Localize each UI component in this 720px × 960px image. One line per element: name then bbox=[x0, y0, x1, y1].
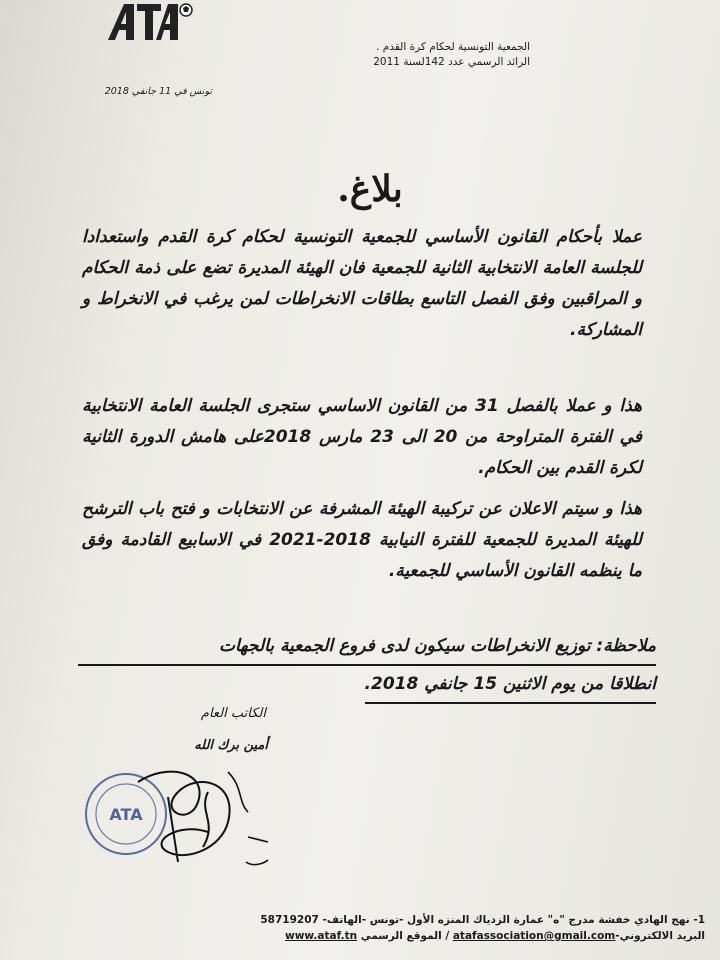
email-label: البريد الالكتروني bbox=[619, 930, 705, 942]
note-line-1: ملاحظة: توزيع الانخراطات سيكون لدى فروع الجمعية بالجهات bbox=[78, 628, 656, 666]
official-stamp bbox=[78, 752, 278, 892]
footer-contacts: البريد الالكتروني-atafassociation@gmail.com / الموقع الرسمي www.ataf.tn bbox=[285, 930, 705, 942]
handwritten-signature bbox=[138, 772, 230, 862]
footer-website-link[interactable]: www.ataf.tn bbox=[285, 930, 358, 942]
stamp-logo-text: ATA bbox=[109, 805, 143, 824]
note-block bbox=[78, 628, 656, 704]
org-name: الجمعية التونسية لحكام كرة القدم . bbox=[376, 41, 530, 53]
footer-email-link[interactable]: atafassociation@gmail.com bbox=[452, 930, 616, 942]
document-title: بلاغ. bbox=[337, 168, 403, 210]
org-registration: الرائد الرسمي عدد 142لسنة 2011 bbox=[373, 56, 530, 68]
organization-header bbox=[270, 40, 530, 70]
association-logo bbox=[104, 0, 194, 44]
signatory-title: الكاتب العام bbox=[200, 706, 266, 721]
note-line-2: انطلاقا من يوم الاثنين 15 جانفي 2018. bbox=[365, 666, 656, 704]
footer-address: 1- نهج الهادي خفشة مدرج "ه" عمارة الزدياك المنزه الأول -تونس -الهاتف- 58719207 bbox=[260, 914, 705, 926]
signatory-name: أمين برك الله bbox=[194, 738, 268, 753]
letter-footer bbox=[160, 912, 705, 944]
letter-date: تونس في 11 جانفي 2018 bbox=[104, 86, 212, 97]
website-label: الموقع الرسمي bbox=[360, 930, 442, 942]
paragraph-elections: هذا و سيتم الاعلان عن تركيبة الهيئة المشرفة عن الانتخابات و فتح باب الترشح للهيئة المديرة للجمعية للفترة النيابية 2018-2021 في الاسابيع القادمة وفق ما ينظمه القانون الأساسي للجمعية. bbox=[82, 499, 642, 581]
paragraph-membership: عملا بأحكام القانون الأساسي للجمعية التونسية لحكام كرة القدم واستعدادا للجلسة العامة الانتخابية الثانية للجمعية فان الهيئة المديرة تضع على ذمة الحكام و المراقبين وفق الفصل التاسع بطاقات الانخراطات لمن يرغب في الانخراط و المشاركة. bbox=[82, 227, 642, 340]
paragraph-general-assembly: هذا و عملا بالفصل 31 من القانون الاساسي ستجرى الجلسة العامة الانتخابية في الفترة المتراوحة من 20 الى 23 مارس 2018على هامش الدورة الثانية لكرة القدم بين الحكام. bbox=[82, 396, 642, 478]
